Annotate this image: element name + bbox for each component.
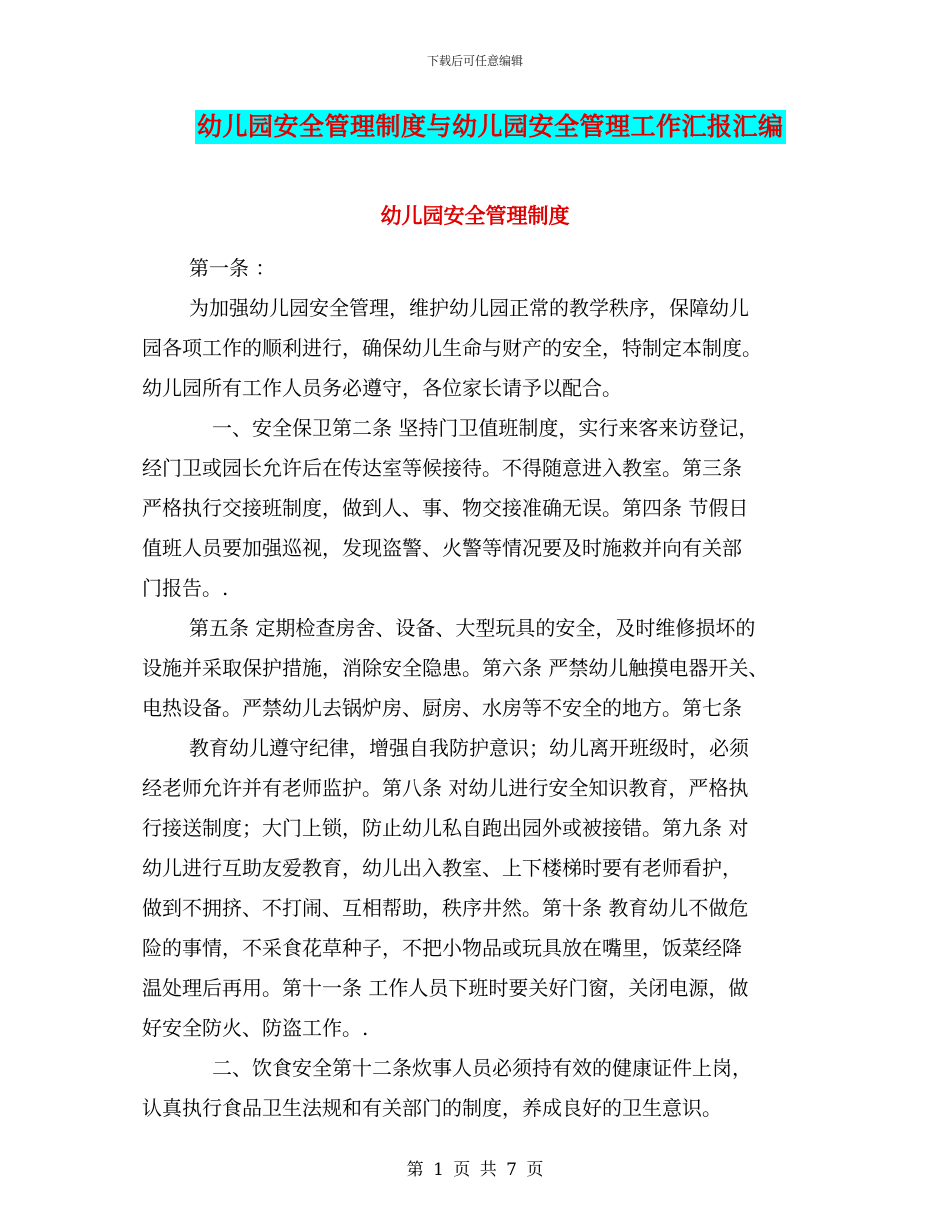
body-line: 第五条 定期检查房舍、设备、大型玩具的安全，及时维修损坏的 [189, 616, 756, 640]
body-line: 为加强幼儿园安全管理，维护幼儿园正常的教学秩序，保障幼儿 [189, 296, 749, 320]
body-line: 险的事情，不采食花草种子，不把小物品或玩具放在嘴里，饭菜经降 [142, 936, 742, 960]
page-header-note: 下载后可任意编辑 [426, 54, 523, 68]
body-line: 电热设备。严禁幼儿去锅炉房、厨房、水房等不安全的地方。第七条 [142, 696, 742, 720]
body-line: 教育幼儿遵守纪律，增强自我防护意识；幼儿离开班级时，必须 [189, 736, 749, 760]
body-line: 第一条 ： [189, 256, 276, 280]
body-line: 园各项工作的顺利进行，确保幼儿生命与财产的安全，特制定本制度。 [142, 336, 762, 360]
body-line: 行接送制度；大门上锁，防止幼儿私自跑出园外或被接错。第九条 对 [142, 816, 749, 840]
body-line: 经老师允许并有老师监护。第八条 对幼儿进行安全知识教育，严格执 [142, 776, 749, 800]
body-line: 一、安全保卫第二条 坚持门卫值班制度，实行来客来访登记， [212, 416, 759, 440]
document-title: 幼儿园安全管理制度与幼儿园安全管理工作汇报汇编 [195, 110, 786, 144]
body-line: 幼儿园所有工作人员务必遵守，各位家长请予以配合。 [142, 376, 622, 400]
body-line: 幼儿进行互助友爱教育，幼儿出入教室、上下楼梯时要有老师看护， [142, 856, 742, 880]
body-line: 做到不拥挤、不打闹、互相帮助，秩序井然。第十条 教育幼儿不做危 [142, 896, 749, 920]
section-title: 幼儿园安全管理制度 [380, 203, 570, 228]
page-number-footer: 第 1 页 共 7 页 [406, 1160, 544, 1180]
body-line: 好安全防火、防盗工作。. [142, 1016, 369, 1040]
body-line: 经门卫或园长允许后在传达室等候接待。不得随意进入教室。第三条 [142, 456, 742, 480]
body-line: 门报告。. [142, 576, 229, 600]
body-line: 严格执行交接班制度，做到人、事、物交接准确无误。第四条 节假日 [142, 496, 749, 520]
document-body [142, 248, 812, 1128]
body-line: 设施并采取保护措施，消除安全隐患。第六条 严禁幼儿触摸电器开关、 [142, 656, 769, 680]
body-line: 二、饮食安全第十二条炊事人员必须持有效的健康证件上岗， [212, 1056, 752, 1080]
body-line: 温处理后再用。第十一条 工作人员下班时要关好门窗，关闭电源，做 [142, 976, 749, 1000]
body-line: 认真执行食品卫生法规和有关部门的制度，养成良好的卫生意识。 [142, 1096, 722, 1120]
body-line: 值班人员要加强巡视，发现盗警、火警等情况要及时施救并向有关部 [142, 536, 742, 560]
